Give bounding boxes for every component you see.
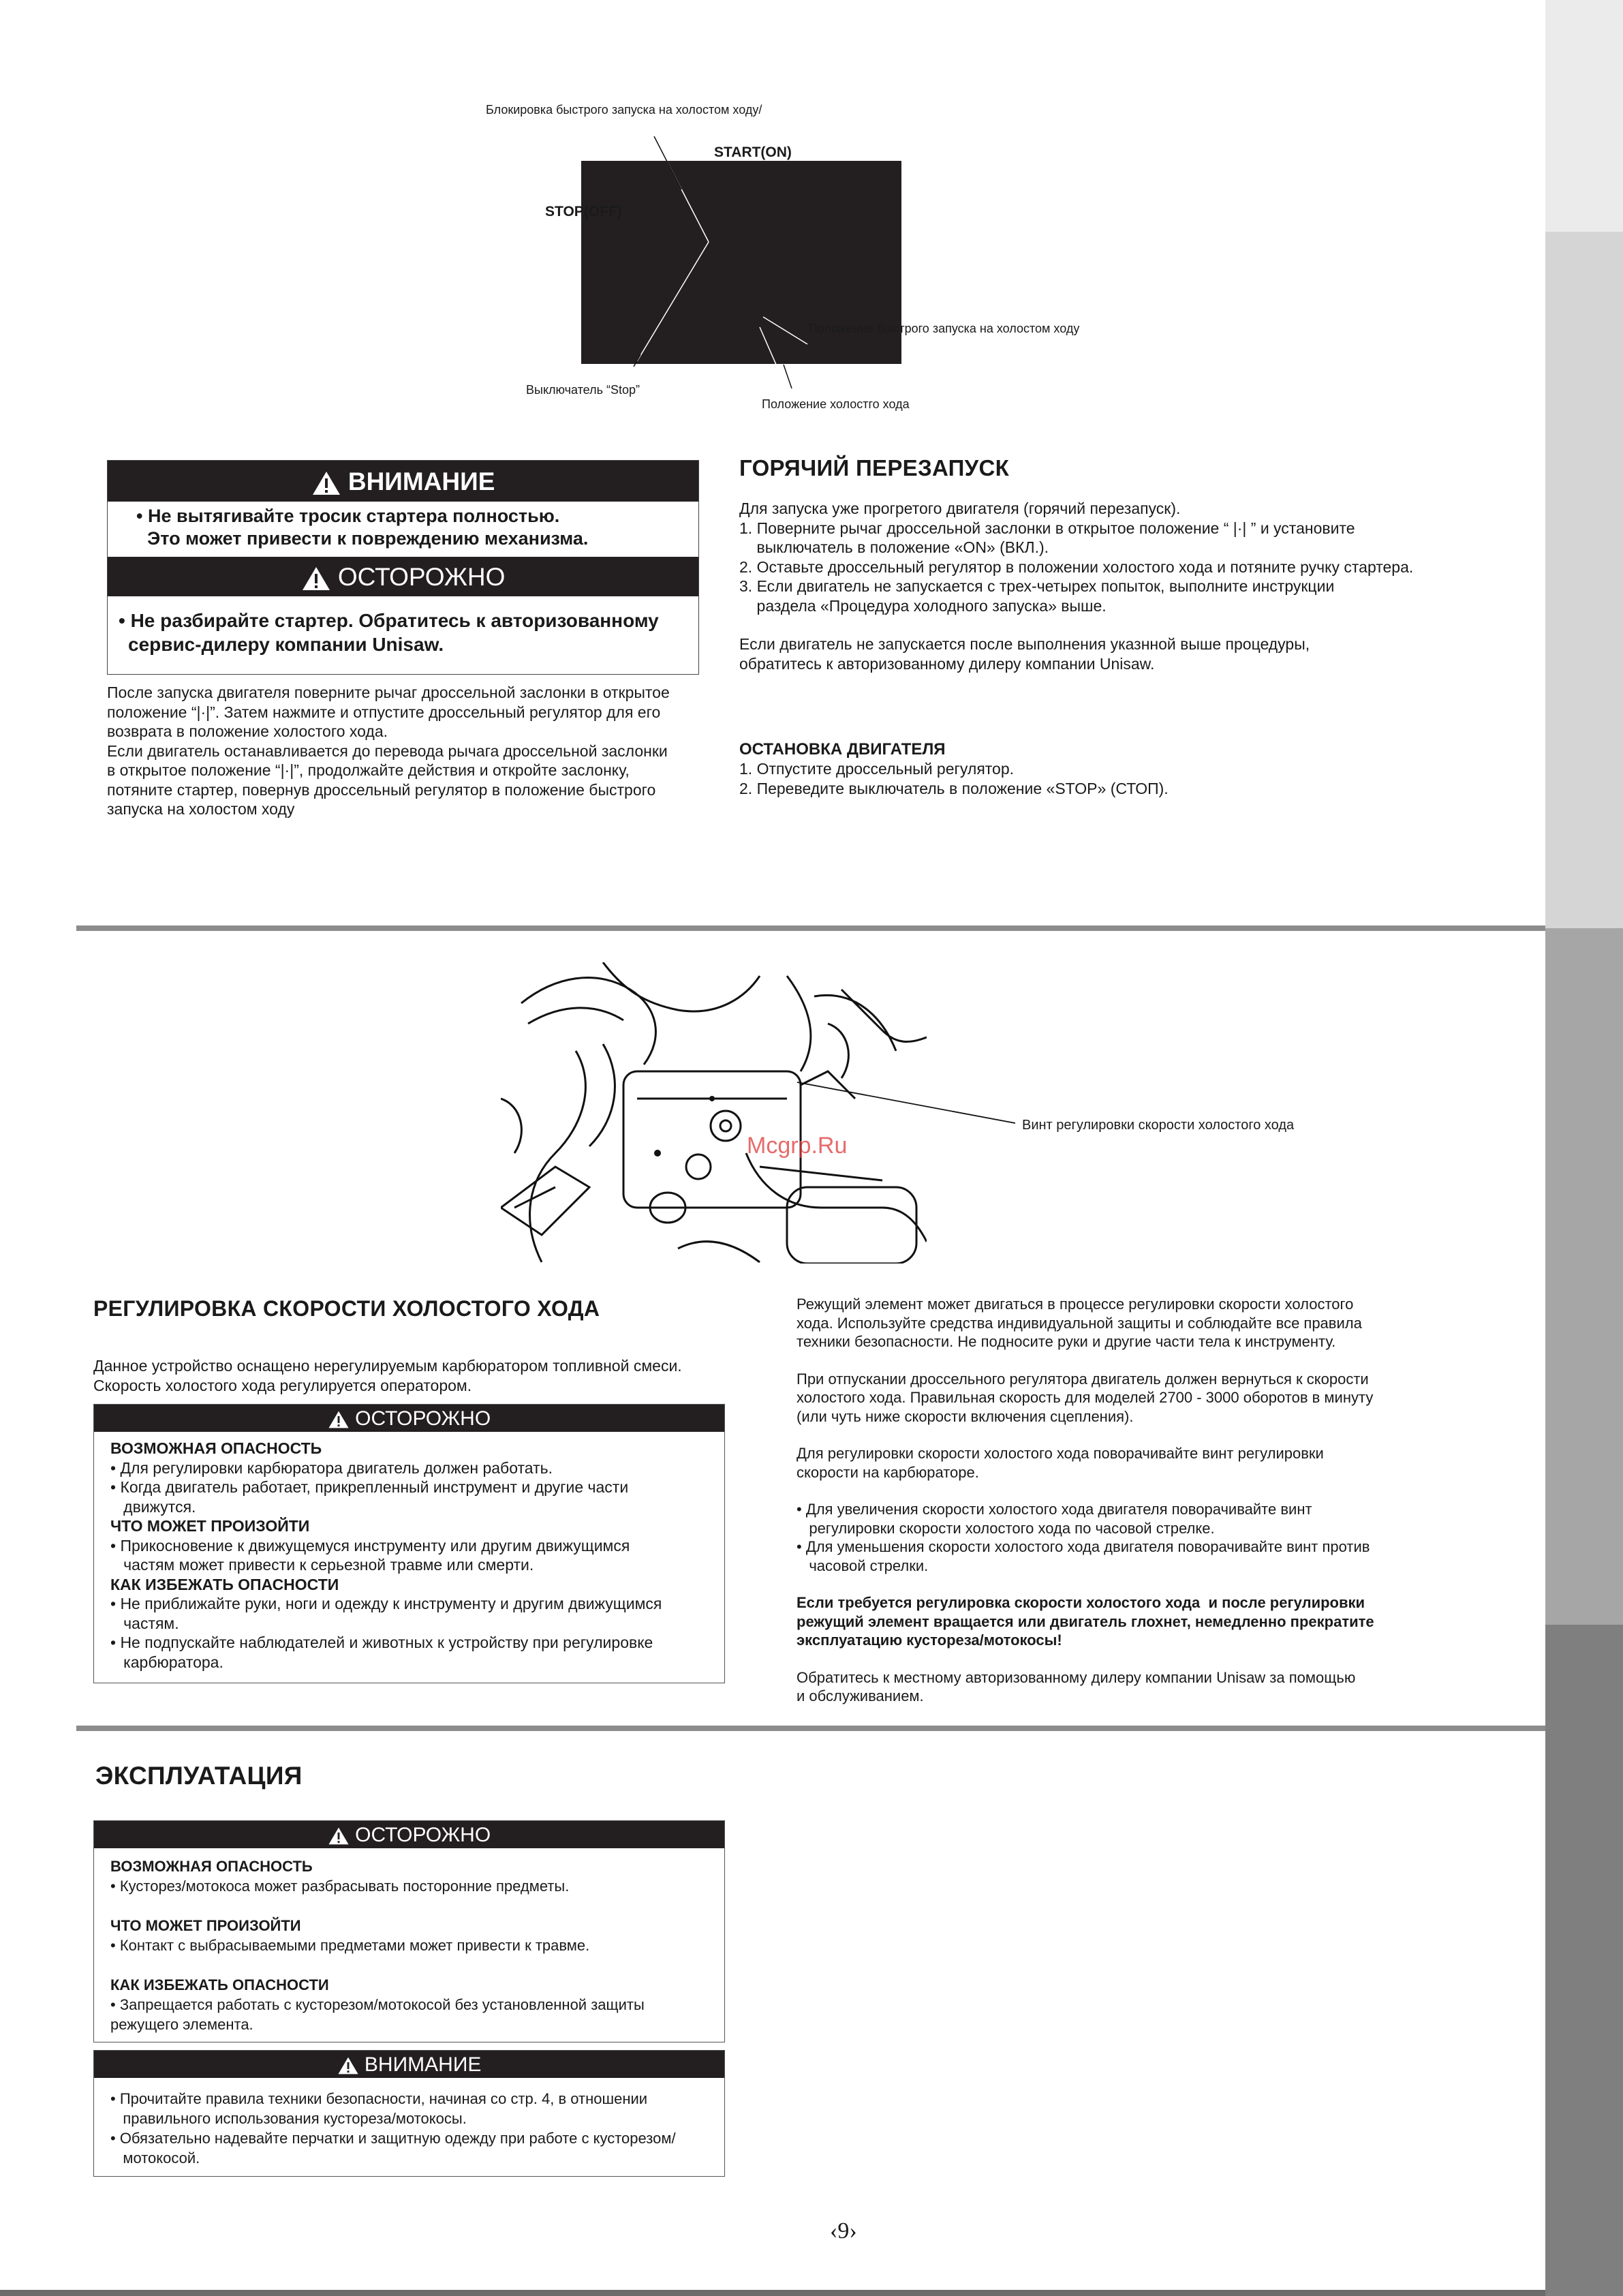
warning-triangle-icon [328, 1410, 350, 1429]
engine-stop-title: ОСТАНОВКА ДВИГАТЕЛЯ [739, 740, 946, 759]
text-line: • Для увеличения скорости холостого хода двигателя поворачивайте винт [797, 1501, 1312, 1518]
text-line: 3. Если двигатель не запускается с трех-четырех попыток, выполните инструкции [739, 577, 1335, 595]
text-line: • Когда двигатель работает, прикрепленный инструмент и другие части [110, 1478, 629, 1496]
text-line: После запуска двигателя поверните рычаг дроссельной заслонки в открытое [107, 684, 670, 701]
attention-content [110, 2089, 676, 2168]
text-line: (или чуть ниже скорости включения сцепления). [797, 1407, 1134, 1425]
text-line: частям может привести к серьезной травме или смерти. [110, 1556, 534, 1574]
bottom-rule [0, 2290, 1545, 2296]
watermark: Mcgrp.Ru [747, 1133, 848, 1159]
warning-triangle-icon [337, 2056, 359, 2075]
caution-box-idle [93, 1404, 725, 1683]
text-line: скорости на карбюраторе. [797, 1463, 979, 1481]
text-line: • Не приближайте руки, ноги и одежду к инструменту и другим движущимся [110, 1595, 662, 1612]
attention-line-2: Это может привести к повреждению механизма. [147, 528, 589, 549]
text-line: выключатель в положение «ON» (ВКЛ.). [739, 538, 1049, 556]
text-line: Скорость холостого хода регулируется оператором. [93, 1376, 472, 1394]
text-line: движутся. [110, 1497, 196, 1516]
text-line: Если двигатель не запускается после выполнения указнной выше процедуры, [739, 635, 1310, 653]
caution-box-operation [93, 1820, 725, 2042]
label-idle-screw: Винт регулировки скорости холостого хода [1022, 1118, 1295, 1133]
section-divider [76, 925, 1545, 931]
caution-title: ОСТОРОЖНО [337, 563, 506, 591]
attention-title: ВНИМАНИЕ [347, 468, 495, 495]
text-line: Режущий элемент может двигаться в процессе регулировки скорости холостого [797, 1296, 1354, 1313]
text-line: • Запрещается работать с кусторезом/мотокосой без установленной защиты [110, 1996, 645, 2013]
text-line: положение “|·|”. Затем нажмите и отпустите дроссельный регулятор для его [107, 703, 661, 721]
idle-speed-title: РЕГУЛИРОВКА СКОРОСТИ ХОЛОСТОГО ХОДА [93, 1296, 600, 1321]
text-line: мотокосой. [110, 2149, 200, 2167]
attention-title: ВНИМАНИЕ [364, 2053, 482, 2076]
text-line: Если требуется регулировка скорости холостого хода и после регулировки [797, 1594, 1365, 1611]
text-line: 1. Отпустите дроссельный регулятор. [739, 760, 1015, 778]
text-line: карбюратора. [110, 1653, 223, 1671]
attention-box-operation [93, 2050, 725, 2177]
label-stop-off: STOP(OFF) [545, 204, 622, 219]
text-line: хода. Используйте средства индивидуальной защиты и соблюдайте все правила [797, 1314, 1362, 1332]
operation-title: ЭКСПЛУАТАЦИЯ [95, 1762, 303, 1790]
caution-title: ОСТОРОЖНО [355, 1824, 491, 1846]
label-start-on: START(ON) [714, 144, 792, 160]
after-start-text [107, 683, 720, 819]
text-line: • Обязательно надевайте перчатки и защитную одежду при работе с кусторезом/ [110, 2130, 676, 2147]
text-line: режущего элемента. [110, 2016, 253, 2033]
text-line: Если двигатель останавливается до перевода рычага дроссельной заслонки [107, 741, 668, 760]
text-line: холостого хода. Правильная скорость для моделей 2700 - 3000 оборотов в минуту [797, 1389, 1374, 1406]
caution-header [94, 1405, 724, 1432]
text-line: Данное устройство оснащено нерегулируемым карбюратором топливной смеси. [93, 1357, 682, 1375]
text-line: правильного использования кустореза/мотокосы. [110, 2110, 467, 2127]
text-line: эксплуатацию кустореза/мотокосы! [797, 1632, 1062, 1649]
label-idle-lock: Блокировка быстрого запуска на холостом ходу/ [486, 103, 762, 117]
warning-triangle-icon [311, 470, 341, 496]
idle-speed-intro [93, 1356, 682, 1395]
text-line: • Кусторез/мотокоса может разбрасывать посторонние предметы. [110, 1878, 570, 1895]
text-line: режущий элемент вращается или двигатель глохнет, немедленно прекратите [797, 1612, 1374, 1630]
consequence-heading: ЧТО МОЖЕТ ПРОИЗОЙТИ [110, 1917, 301, 1934]
text-line: 2. Переведите выключатель в положение «STOP» (СТОП). [739, 779, 1169, 797]
text-line: часовой стрелки. [797, 1557, 929, 1574]
caution-header [108, 557, 698, 596]
caution-title: ОСТОРОЖНО [355, 1407, 491, 1430]
attention-header [94, 2051, 724, 2078]
text-line: в открытое положение “|·|”, продолжайте действия и откройте заслонку, [107, 761, 630, 779]
caution-line-1: • Не разбирайте стартер. Обратитесь к авторизованному [119, 610, 659, 631]
text-line: техники безопасности. Не подносите руки и другие части тела к инструменту. [797, 1333, 1336, 1350]
hazard-heading: ВОЗМОЖНАЯ ОПАСНОСТЬ [110, 1439, 322, 1457]
text-line: 1. Поверните рычаг дроссельной заслонки в открытое положение “ |·| ” и установите [739, 519, 1355, 537]
text-line: • Прикосновение к движущемуся инструменту или другим движущимся [110, 1536, 630, 1555]
page-number: ‹9› [830, 2218, 857, 2244]
caution-header [94, 1821, 724, 1848]
idle-speed-right-text [797, 1295, 1543, 1706]
text-line: • Для уменьшения скорости холостого хода двигателя поворачивайте винт против [797, 1538, 1370, 1555]
text-line: Для запуска уже прогретого двигателя (горячий перезапуск). [739, 500, 1181, 517]
warning-triangle-icon [328, 1826, 350, 1846]
text-line: При отпускании дроссельного регулятора двигатель должен вернуться к скорости [797, 1370, 1369, 1388]
text-line: потяните стартер, повернув дроссельный регулятор в положение быстрого [107, 780, 656, 799]
warning-triangle-icon [301, 566, 331, 592]
text-line: • Контакт с выбрасываемыми предметами может привести к травме. [110, 1937, 590, 1954]
attention-header [108, 461, 698, 502]
engine-stop-text [739, 759, 1169, 798]
text-line: • Для регулировки карбюратора двигатель должен работать. [110, 1458, 553, 1477]
text-line: возврата в положение холостого хода. [107, 722, 388, 740]
hot-restart-title: ГОРЯЧИЙ ПЕРЕЗАПУСК [739, 455, 1010, 480]
label-fast-idle-position: Положение быстрого запуска на холостом ходу [809, 322, 1080, 335]
margin-band-4 [1545, 1625, 1623, 2296]
caution-line-2: сервис-дилеру компании Unisaw. [128, 634, 444, 655]
text-line: Для регулировки скорости холостого хода поворачивайте винт регулировки [797, 1445, 1324, 1462]
attention-line-1: • Не вытягивайте тросик стартера полностью. [136, 506, 560, 526]
text-line: регулировки скорости холостого хода по часовой стрелке. [797, 1519, 1215, 1537]
margin-band-2 [1545, 232, 1623, 928]
text-line: • Не подпускайте наблюдателей и животных к устройству при регулировке [110, 1634, 653, 1651]
text-line: 2. Оставьте дроссельный регулятор в положении холостого хода и потяните ручку стартера. [739, 557, 1414, 576]
label-idle-position: Положение холостго хода [762, 397, 910, 411]
text-line: обратитесь к авторизованному дилеру компании Unisaw. [739, 654, 1155, 673]
margin-band-3 [1545, 928, 1623, 1625]
text-line: раздела «Процедура холодного запуска» выше. [739, 596, 1107, 615]
text-line: запуска на холостом ходу [107, 800, 295, 818]
screw-leader-line [0, 954, 1545, 1159]
label-stop-switch: Выключатель “Stop” [526, 383, 640, 397]
text-line: Обратитесь к местному авторизованному дилеру компании Unisaw за помощью [797, 1668, 1356, 1686]
hazard-heading: ВОЗМОЖНАЯ ОПАСНОСТЬ [110, 1858, 313, 1875]
hot-restart-text [739, 499, 1523, 673]
text-line: частям. [110, 1614, 179, 1632]
section-divider [76, 1726, 1545, 1731]
consequence-heading: ЧТО МОЖЕТ ПРОИЗОЙТИ [110, 1517, 310, 1535]
text-line: • Прочитайте правила техники безопасности, начиная со стр. 4, в отношении [110, 2090, 648, 2107]
avoidance-heading: КАК ИЗБЕЖАТЬ ОПАСНОСТИ [110, 1575, 339, 1593]
caution-content [110, 1439, 717, 1672]
attention-box-starter [107, 460, 699, 675]
caution-content [110, 1856, 645, 2034]
avoidance-heading: КАК ИЗБЕЖАТЬ ОПАСНОСТИ [110, 1976, 329, 1993]
text-line: и обслуживанием. [797, 1687, 924, 1704]
margin-band-1 [1545, 0, 1623, 232]
